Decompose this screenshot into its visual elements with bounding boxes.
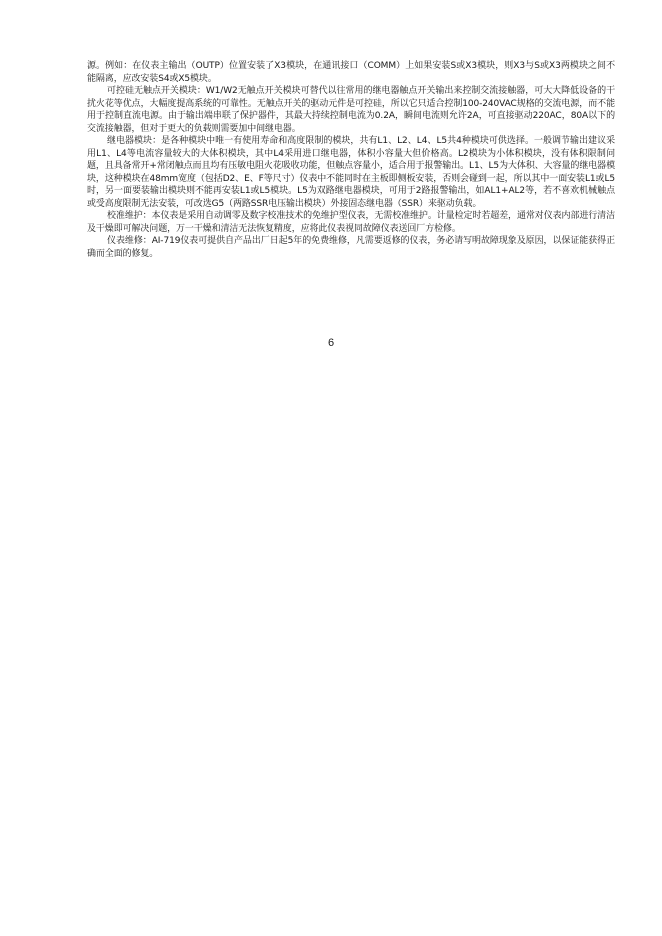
paragraph-scr-module: 可控硅无触点开关模块：W1/W2无触点开关模块可替代以往常用的继电器触点开关输出来控制交流接触器，可大大降低设备的干扰火花等优点，大幅度提高系统的可靠性。无触点开关的驱动元件是可控硅，所以它只适合控制100-240VAC规格的交流电源，而不能用于控制直流电源。由于输出端串联了保护器件，其最大持续控制电流为0.2A，瞬间电流则允许2A，可直接驱动220AC，80A以下的交流接触器，但对于更大的负载则需要加中间继电器。 [87, 86, 615, 134]
paragraph-output-isolation: 源。例如：在仪表主输出（OUTP）位置安装了X3模块，在通讯接口（COMM）上如果安装S或X3模块，则X3与S或X3两模块之间不能隔离，应改安装S4或X5模块。 [87, 61, 615, 84]
page-number: 6 [327, 337, 335, 349]
paragraph-relay-module: 继电器模块：是各种模块中唯一有使用寿命和高度限制的模块，共有L1、L2、L4、L5共4种模块可供选择。一般调节输出建议采用L1、L4等电流容量较大的大体积模块，其中L4采用进口继电器，体积小容量大但价格高。L2模块为小体积模块，没有体积限制问题，且具备常开+常闭触点而且均有压敏电阻火花吸收功能，但触点容量小，适合用于报警输出。L1、L5为大体积、大容量的继电器模块，这种模块在48mm宽度（包括D2、E、F等尺寸）仪表中不能同时在主板即侧板安装，否则会碰到一起，所以其中一面安装L1或L5时，另一面要装输出模块则不能再安装L1或L5模块。L5为双路继电器模块，可用于2路报警输出，如AL1+AL2等，若不喜欢机械触点或受高度限制无法安装，可改选G5（两路SSR电压输出模块）外接固态继电器（SSR）来驱动负载。 [87, 136, 615, 209]
paragraph-calibration: 校准维护：本仪表是采用自动调零及数字校准技术的免维护型仪表，无需校准维护。计量检定时若超差，通常对仪表内部进行清洁及干燥即可解决问题，万一干燥和清洁无法恢复精度，应将此仪表视同故障仪表送回厂方检修。 [87, 211, 615, 234]
body-text [87, 60, 615, 260]
paragraph-repair: 仪表维修：AI-719仪表可提供自产品出厂日起5年的免费维修，凡需要返修的仪表，务必请写明故障现象及原因，以保证能获得正确而全面的修复。 [87, 236, 615, 259]
